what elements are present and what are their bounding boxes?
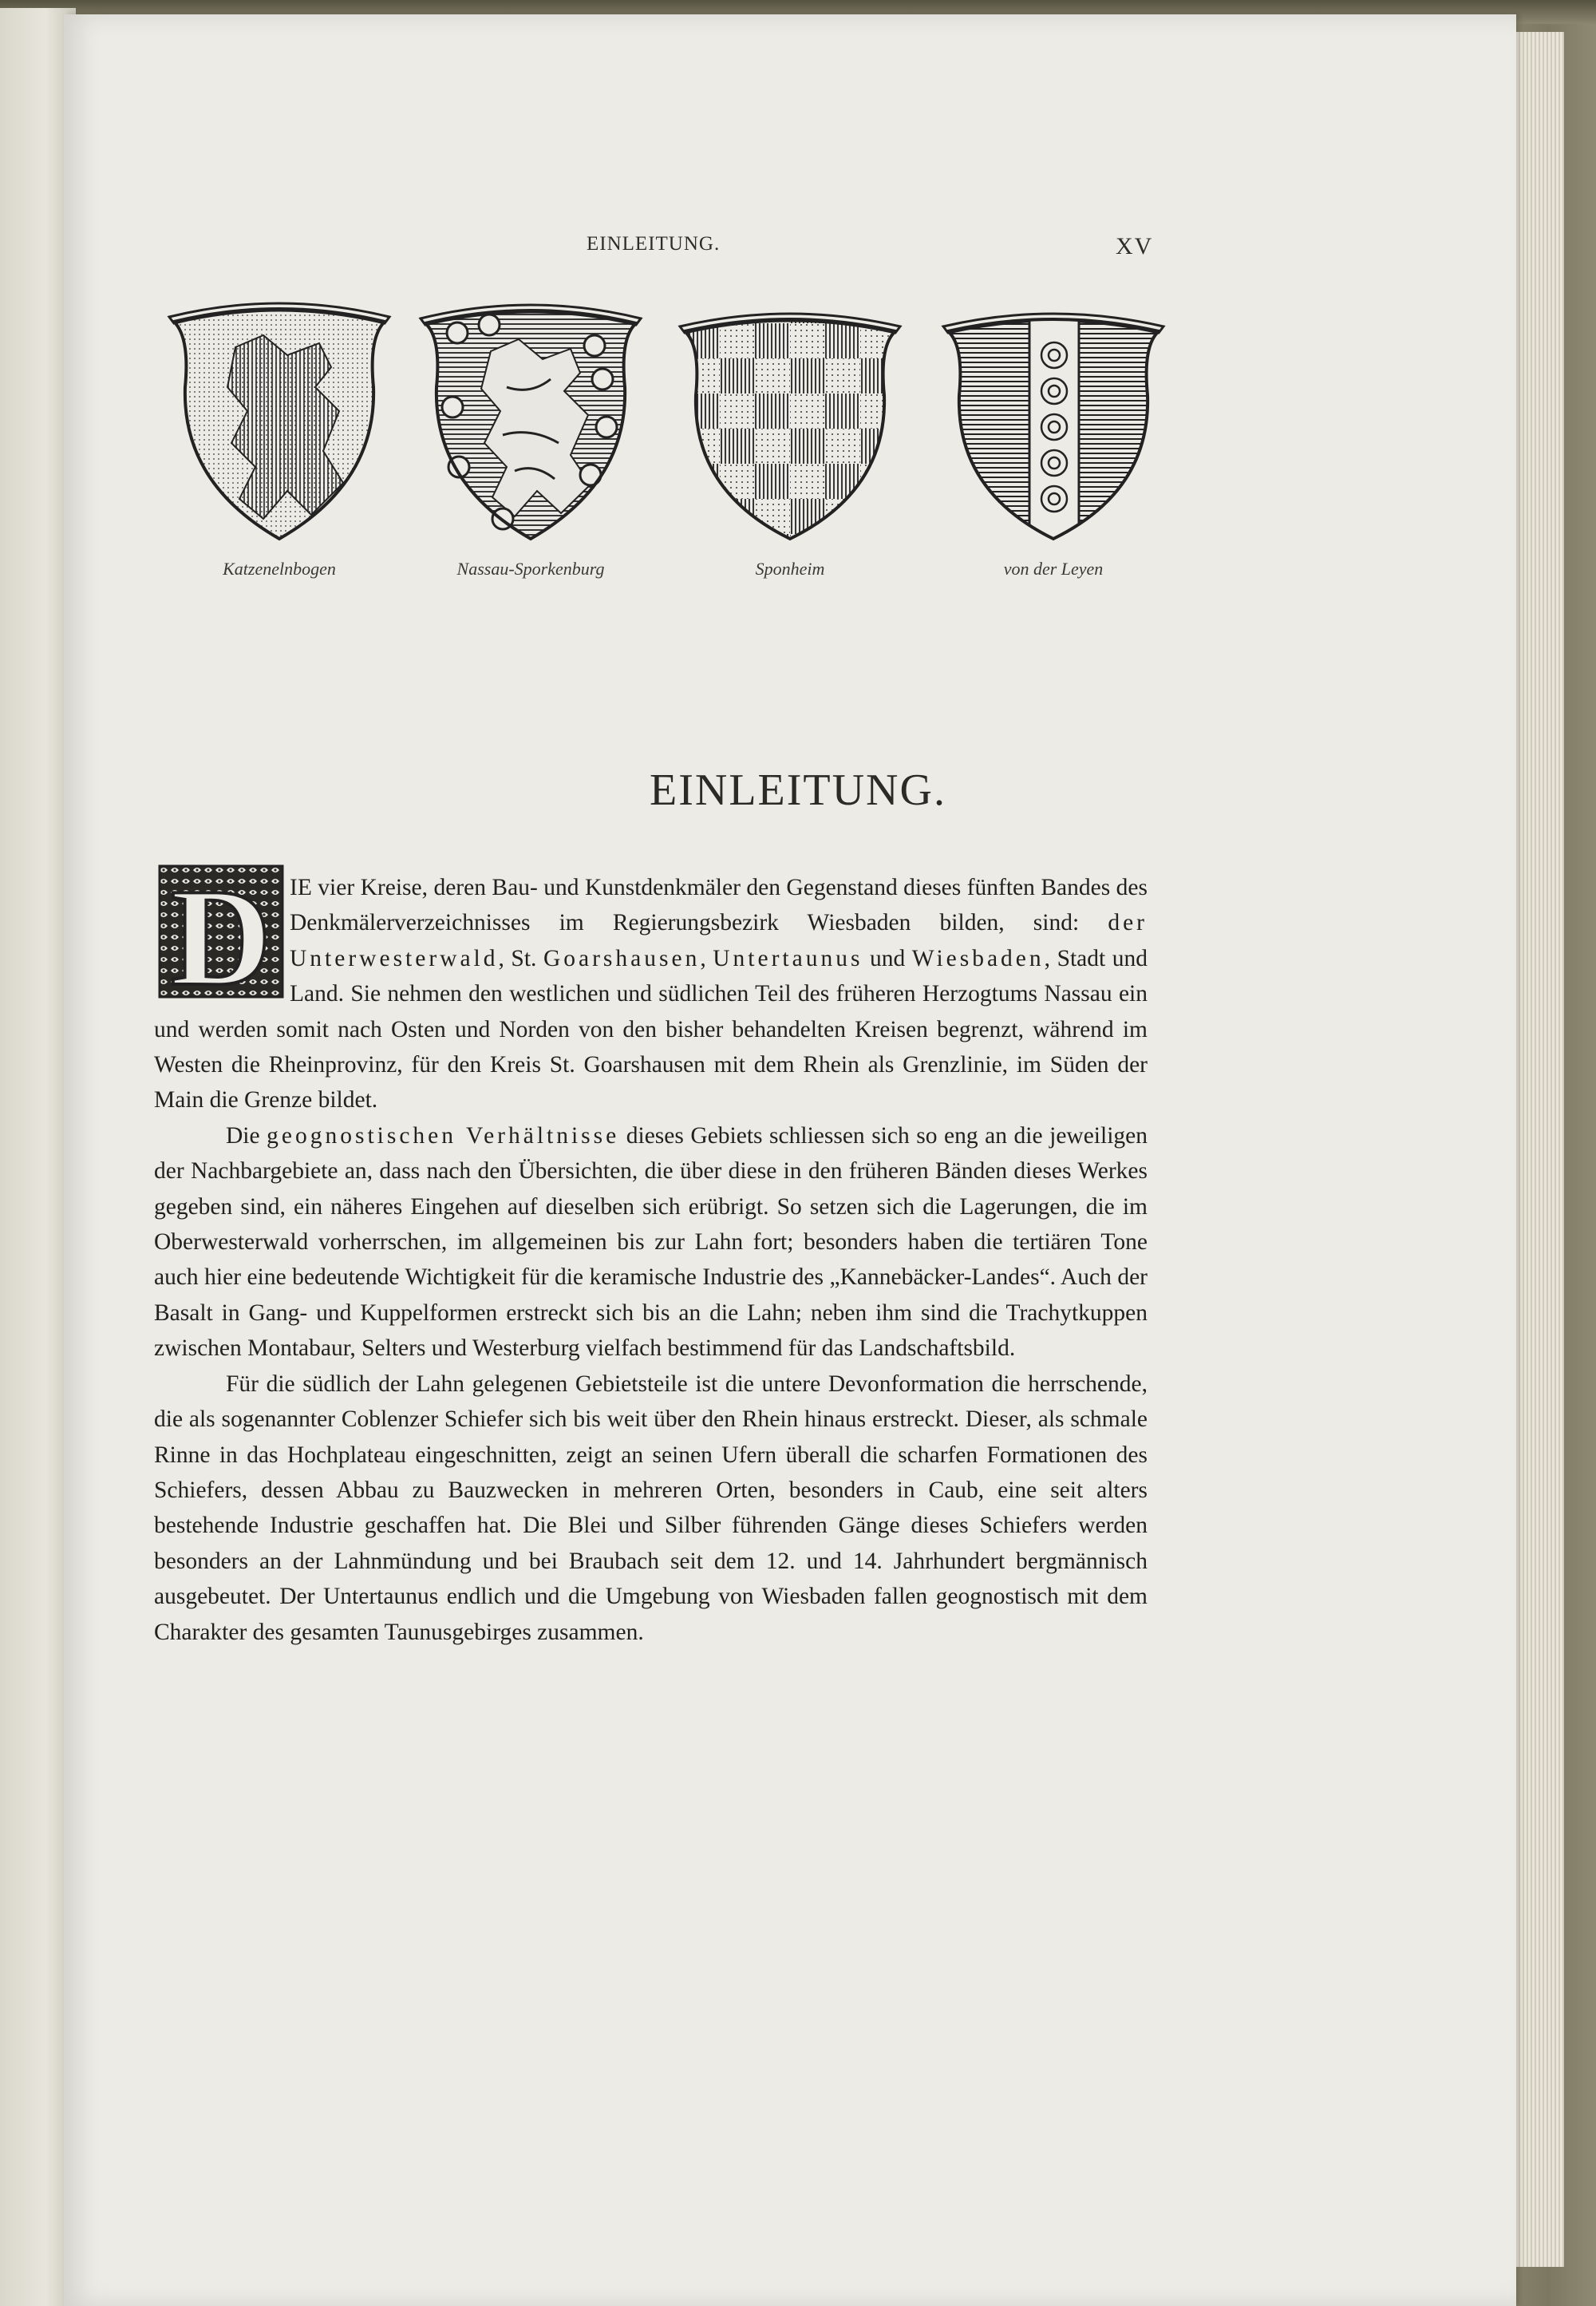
coat-of-arms-sponheim: [670, 299, 910, 571]
page-number: XV: [1116, 233, 1154, 259]
coat-of-arms-von-der-leyen: [934, 299, 1173, 571]
body-text: [154, 870, 1148, 1650]
coat-of-arms-nassau-sporkenburg: [411, 299, 650, 571]
shield-caption: von der Leyen: [1003, 559, 1104, 579]
drop-cap-letter: D: [170, 864, 272, 999]
paragraph-1: IE vier Kreise, deren Bau- und Kunstdenkmäler den Gegenstand dieses fünften Bandes des Denkmälerverzeichnisses im Regierungsbezirk Wiesbaden bilden, sind: der Unterwesterwald, St. Goarshausen, Untertaunus und Wiesbaden, Stadt und Land. Sie nehmen den westlichen und südlichen Teil des früheren Herzogtums Nassau ein und werden somit nach Osten und Norden von den bisher behandelten Kreisen begrenzt, während im Westen die Rheinprovinz, für den Kreis St. Goarshausen mit dem Rhein als Grenzlinie, im Süden der Main die Grenze bildet.: [154, 875, 1148, 1113]
coat-of-arms-katzenelnbogen: [160, 299, 399, 571]
shield-caption: Nassau-Sporkenburg: [456, 559, 605, 579]
running-head: EINLEITUNG.: [587, 233, 721, 255]
shield-caption: Katzenelnbogen: [223, 559, 336, 579]
paragraph-3: Für die südlich der Lahn gelegenen Gebietsteile ist die untere Devonformation die herrschende, die als sogenannter Coblenzer Schiefer sich bis weit über den Rhein hinaus erstreckt. Dieser, als schmale Rinne in das Hochplateau eingeschnitten, zeigt an seinen Ufern überall die scharfen Formationen des Schiefers, dessen Abbau zu Bauzwecken in mehreren Orten, besonders in Caub, eine seit alters bestehende Industrie geschaffen hat. Die Blei und Silber führenden Gänge dieses Schiefers werden besonders an der Lahnmündung und bei Braubach seit dem 12. und 14. Jahrhundert bergmännisch ausgebeutet. Der Untertaunus endlich und die Umgebung von Wiesbaden fallen geognostisch mit dem Charakter des gesamten Taunusgebirges zusammen.: [154, 1371, 1148, 1645]
shield-caption: Sponheim: [755, 559, 825, 579]
paragraph-2: Die geognostischen Verhältnisse dieses Gebiets schliessen sich so eng an die jeweiligen der Nachbargebiete an, dass nach den Übersichten, die über diese in den früheren Bänden dieses Werkes gegeben sind, ein näheres Eingehen auf dieselben sich erübrigt. So setzen sich die Lagerungen, die im Oberwesterwald vorherrschen, im allgemeinen bis zur Lahn fort; besonders haben die tertiären Tone auch hier eine bedeutende Wichtigkeit für die keramische Industrie des „Kannebäcker-Landes“. Auch der Basalt in Gang- und Kuppelformen erstreckt sich bis an die Lahn; neben ihm sind die Trachytkuppen zwischen Montabaur, Selters und Westerburg vielfach bestimmend für das Landschaftsbild.: [154, 1122, 1148, 1362]
chapter-title: EINLEITUNG.: [650, 765, 946, 815]
